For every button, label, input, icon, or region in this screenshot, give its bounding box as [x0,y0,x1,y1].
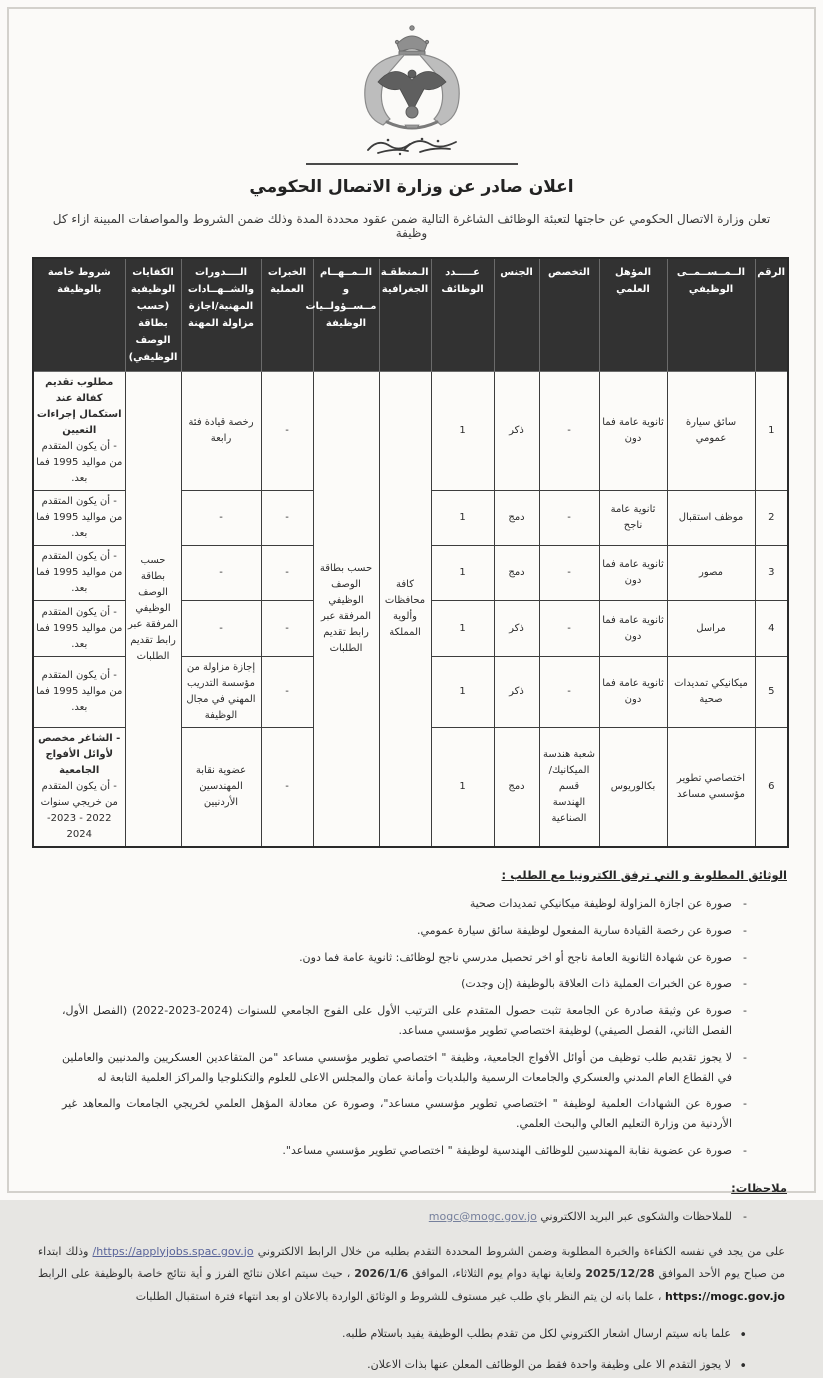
cell-count: 1 [431,601,494,657]
cell-experience: - [261,546,313,601]
list-item: - صورة عن رخصة القيادة سارية المفعول لوظيفة سائق سيارة عمومي. [62,921,747,941]
calligraphy-glyph [364,134,460,158]
cell-job-title: سائق سيارة عمومي [667,372,755,491]
cell-specialization: - [539,546,599,601]
cell-tasks-merged: حسب بطاقة الوصف الوظيفي المرفقة عبر رابط تقديم الطلبات [313,372,379,848]
cell-gender: ذكر [494,601,539,657]
cell-job-title: مراسل [667,601,755,657]
cell-certificates: عضوية نقابة المهندسين الأردنيين [181,728,261,848]
cell-job-title: ميكانيكي تمديدات صحية [667,657,755,728]
condition-line: - أن يكون المتقدم من مواليد 1995 فما بعد. [36,551,123,594]
intro-paragraph: تعلن وزارة الاتصال الحكومي عن حاجتها لتعبئة الوظائف الشاغرة التالية ضمن عقود محددة المدة وذلك ضمن الشروط والمواصفات المبينة ازاء كل وظيفة [52,212,771,240]
end-date: 2026/1/6 [354,1267,409,1281]
apply-text: ، علما بانه لن يتم النظر باي طلب غير مستوف للشروط و الوثائق الواردة بالاعلان او بعد انتهاء فترة استقبال الطلبات [135,1289,662,1303]
final-notes-list [104,1324,747,1375]
list-item: - صورة عن وثيقة صادرة عن الجامعة تثبت حصول المتقدم على الترتيب الأول على الفوج الجامعي للسنوات (2024-2023-2022) (الفصل الأول، الفصل الثاني، الفصل الصيفي) لوظيفة اختصاصي تطوير مؤسسي مساعد. [62,1001,747,1041]
jordan-coat-of-arms-icon [337,24,487,128]
cell-conditions [33,546,125,601]
list-item: - صورة عن الخبرات العملية ذات العلاقة بالوظيفة (إن وجدت) [62,974,747,994]
cell-number: 4 [755,601,788,657]
cell-conditions [33,728,125,848]
cell-experience: - [261,657,313,728]
col-header-qualification: المؤهل العلمي [599,258,667,372]
cell-gender: دمج [494,728,539,848]
cell-certificates: - [181,491,261,546]
documents-section-heading: الوثائق المطلوبة و التي ترفق الكترونيا مع الطلب : [501,868,787,882]
col-header-count: عـــــدد الوظائف [431,258,494,372]
list-item: - صورة عن الشهادات العلمية لوظيفة " اختصاصي تطوير مؤسسي مساعد"، وصورة عن معادلة المؤهل العلمي لخريجي الجامعات والمعاهد غير الأردنية من وزارة التعليم العالي والبحث العلمي. [62,1094,747,1134]
col-header-tasks: الــمــهــام و مــســؤولــيات الوظيفة [313,258,379,372]
cell-competencies-merged: حسب بطاقة الوصف الوظيفي المرفقة عبر رابط تقديم الطلبات [125,372,181,848]
cell-gender: ذكر [494,657,539,728]
cell-experience: - [261,728,313,848]
cell-qualification: بكالوريوس [599,728,667,848]
apply-text: ولغاية نهاية دوام يوم الثلاثاء، الموافق [412,1267,582,1281]
cell-qualification: ثانوية عامة فما دون [599,657,667,728]
feedback-email-link[interactable]: mogc@mogc.gov.jo [428,1209,537,1223]
list-item: - لا يجوز تقديم طلب توظيف من أوائل الأفواج الجامعية، وظيفة " اختصاصي تطوير مؤسسي مساعد "من المتقاعدين العسكريين والمدنيين والعاملين في القطاع العام المدني والعسكري والجامعات الرسمية والبلديات وأمانة عمان والمجلس الاعلى للعلوم والتكنلوجيا والمراكز العلمية التابعة له [62,1048,747,1088]
documents-list [62,894,747,1161]
apply-text: على من يجد في نفسه الكفاءة والخبرة المطلوبة وضمن الشروط المحددة التقدم بطلبه من خلال الرابط الالكتروني [257,1244,785,1258]
cell-qualification: ثانوية عامة فما دون [599,601,667,657]
cell-count: 1 [431,728,494,848]
table-row [33,372,788,491]
cell-experience: - [261,372,313,491]
list-item: - صورة عن اجازة المزاولة لوظيفة ميكانيكي تمديدات صحية [62,894,747,914]
cell-count: 1 [431,372,494,491]
condition-line: - أن يكون المتقدم من مواليد 1995 فما بعد. [36,496,123,539]
page-title: اعلان صادر عن وزارة الاتصال الحكومي [249,177,574,197]
condition-line: - أن يكون المتقدم من مواليد 1995 فما بعد. [36,670,123,713]
cell-number: 3 [755,546,788,601]
col-header-experience: الخبرات العملية [261,258,313,372]
col-header-competencies: الكفايات الوظيفية (حسب بطاقة الوصف الوظيفي) [125,258,181,372]
list-item: • لا يجوز التقدم الا على وظيفة واحدة فقط من الوظائف المعلن عنها بذات الاعلان. [104,1355,747,1375]
feedback-email-line [62,1207,747,1227]
cell-certificates: إجازة مزاولة من مؤسسة التدريب المهني في مجال الوظيفة [181,657,261,728]
condition-line: - أن يكون المتقدم من خريجي سنوات 2022 - 2023- 2024 [40,781,118,840]
notes-section-heading: ملاحظات: [731,1180,787,1195]
cell-specialization: - [539,491,599,546]
cell-experience: - [261,601,313,657]
cell-conditions [33,372,125,491]
condition-line: - أن يكون المتقدم من مواليد 1995 فما بعد. [36,606,123,650]
apply-text: وذلك ابتداء من صباح يوم الأحد الموافق [38,1244,786,1281]
list-item: • علما بانه سيتم ارسال اشعار الكتروني لكل من تقدم بطلب الوظيفة يفيد باستلام طلبه. [104,1324,747,1344]
cell-gender: ذكر [494,372,539,491]
col-header-specialization: التخصص [539,258,599,372]
col-header-region: الـمنطقـة الجغرافية [379,258,431,372]
notes-list [62,1207,747,1227]
list-item: - صورة عن عضوية نقابة المهندسين للوظائف الهندسية لوظيفة " اختصاصي تطوير مؤسسي مساعد". [62,1141,747,1161]
cell-specialization: - [539,372,599,491]
col-header-gender: الجنس [494,258,539,372]
cell-certificates: رخصة قيادة فئة رابعة [181,372,261,491]
apply-text: ، حيث سيتم اعلان نتائج الفرز و أية نتائج خاصة بالوظيفة على الرابط [38,1267,351,1281]
start-date: 2025/12/28 [585,1267,655,1281]
cell-number: 5 [755,657,788,728]
cell-count: 1 [431,491,494,546]
cell-certificates: - [181,546,261,601]
list-item: - صورة عن شهادة الثانوية العامة ناجح أو اخر تحصيل مدرسي ناجح لوظائف: ثانوية عامة فما دون. [62,948,747,968]
cell-specialization: - [539,657,599,728]
col-header-certificates: الــــدورات والشــهــادات المهنية/اجازة مزاولة المهنة [181,258,261,372]
col-header-job-title: الــمــســمــى الوظيفي [667,258,755,372]
apply-portal-link[interactable]: /https://applyjobs.spac.gov.jo [92,1244,254,1258]
emblem-area [34,24,789,165]
cell-job-title: اختصاصي تطوير مؤسسي مساعد [667,728,755,848]
cell-conditions [33,601,125,657]
cell-gender: دمج [494,491,539,546]
condition-bold-line: مطلوب تقديم كفالة عند استكمال إجراءات التعيين [36,377,122,436]
cell-conditions [33,657,125,728]
feedback-text: للملاحظات والشكوى عبر البريد الالكتروني [540,1209,732,1223]
cell-gender: دمج [494,546,539,601]
cell-experience: - [261,491,313,546]
cell-specialization: شعبة هندسة الميكانيك/ قسم الهندسة الصناعية [539,728,599,848]
cell-qualification: ثانوية عامة فما دون [599,372,667,491]
cell-number: 2 [755,491,788,546]
cell-certificates: - [181,601,261,657]
cell-number: 6 [755,728,788,848]
results-site-link[interactable]: https://mogc.gov.jo [664,1289,785,1303]
cell-count: 1 [431,657,494,728]
cell-region-merged: كافة محافظات وألوية المملكة [379,372,431,848]
col-header-number: الرقم [755,258,788,372]
condition-bold-line: - الشاغر مخصص لأوائل الأفواج الجامعية [38,733,121,776]
cell-job-title: موظف استقبال [667,491,755,546]
cell-count: 1 [431,546,494,601]
royal-court-calligraphy [306,134,518,165]
table-header-row [33,258,788,372]
cell-qualification: ثانوية عامة ناجح [599,491,667,546]
cell-conditions [33,491,125,546]
vacancies-table [32,257,789,848]
col-header-conditions: شروط خاصة بالوظيفة [33,258,125,372]
cell-number: 1 [755,372,788,491]
cell-qualification: ثانوية عامة فما دون [599,546,667,601]
cell-job-title: مصور [667,546,755,601]
condition-line: - أن يكون المتقدم من مواليد 1995 فما بعد. [36,441,123,484]
application-instructions-paragraph [38,1241,785,1309]
cell-specialization: - [539,601,599,657]
